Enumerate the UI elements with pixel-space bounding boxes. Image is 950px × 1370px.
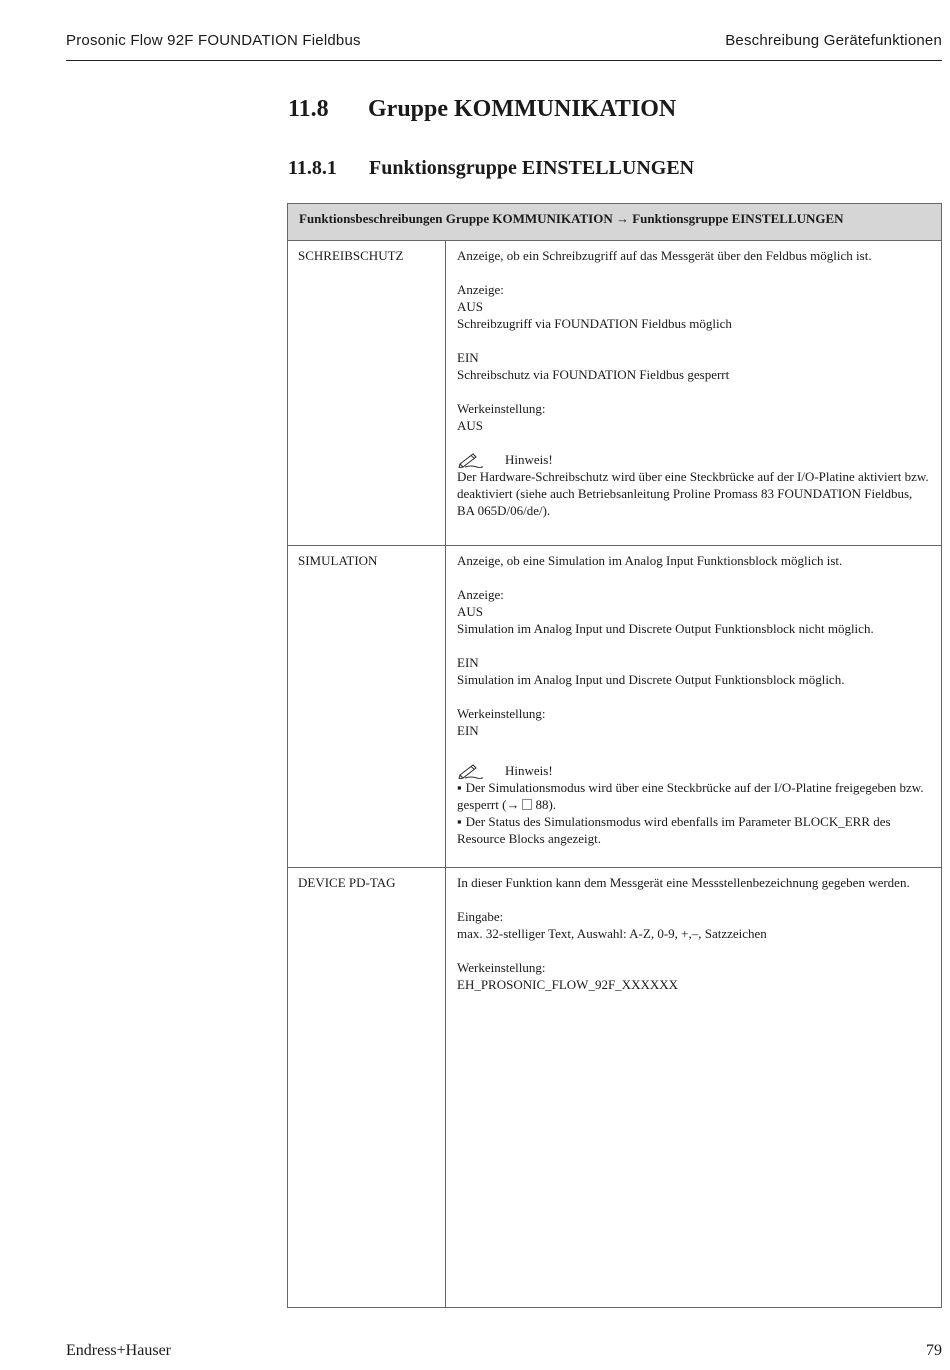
function-description xyxy=(446,868,942,1308)
default-value: AUS xyxy=(457,418,484,433)
display-label: Anzeige: xyxy=(457,587,504,602)
footer-brand: Endress+Hauser xyxy=(66,1342,171,1359)
display-label: Anzeige: xyxy=(457,282,504,297)
function-name: SIMULATION xyxy=(288,546,446,868)
input-description: max. 32-stelliger Text, Auswahl: A-Z, 0-9, +,–, Satzzeichen xyxy=(457,926,767,941)
note-bullet-text: Der Simulationsmodus wird über eine Steckbrücke auf der I/O-Platine freigegeben bzw. gesperrt (→ xyxy=(457,780,924,812)
note-bullet xyxy=(457,779,931,813)
table-row xyxy=(288,868,942,1308)
table-header-row xyxy=(288,204,942,241)
subsection-number: 11.8.1 xyxy=(288,157,337,179)
note-heading xyxy=(457,762,931,779)
pencil-note-icon xyxy=(457,451,483,468)
running-header-left: Prosonic Flow 92F FOUNDATION Fieldbus xyxy=(66,32,361,49)
pencil-note-icon xyxy=(457,762,483,779)
page-number: 79 xyxy=(926,1342,942,1359)
option-description: Schreibzugriff via FOUNDATION Fieldbus möglich xyxy=(457,316,732,331)
description-text: In dieser Funktion kann dem Messgerät eine Messstellenbezeichnung gegeben werden. xyxy=(457,875,910,890)
table-header: Funktionsbeschreibungen Gruppe KOMMUNIKATION → Funktionsgruppe EINSTELLUNGEN xyxy=(288,204,942,241)
function-description xyxy=(446,546,942,868)
running-header-right: Beschreibung Gerätefunktionen xyxy=(725,32,942,49)
page-reference: 88). xyxy=(535,797,557,812)
page-reference-icon xyxy=(522,799,532,810)
subsection-title: Funktionsgruppe EINSTELLUNGEN xyxy=(369,157,695,179)
default-label: Werkeinstellung: xyxy=(457,401,546,416)
note-title: Hinweis! xyxy=(505,452,553,467)
option-value: EIN xyxy=(457,655,479,670)
function-name: SCHREIBSCHUTZ xyxy=(288,241,446,546)
note-text: Der Hardware-Schreibschutz wird über eine Steckbrücke auf der I/O-Platine aktiviert bzw. deaktiviert (siehe auch Betriebsanleitung Proline Promass 83 FOUNDATION Fieldbus, BA 065D/06/de/). xyxy=(457,469,929,518)
option-description: Simulation im Analog Input und Discrete Output Funktionsblock nicht möglich. xyxy=(457,621,874,636)
subsection-heading xyxy=(288,157,694,180)
input-label: Eingabe: xyxy=(457,909,504,924)
note-bullet-text: Der Status des Simulationsmodus wird ebenfalls im Parameter BLOCK_ERR des Resource Blocks angezeigt. xyxy=(457,814,891,846)
note-bullet xyxy=(457,813,931,847)
description-text: Anzeige, ob ein Schreibzugriff auf das Messgerät über den Feldbus möglich ist. xyxy=(457,248,872,263)
table-row xyxy=(288,546,942,868)
note-heading xyxy=(457,451,931,468)
option-value: AUS xyxy=(457,299,484,314)
option-description: Simulation im Analog Input und Discrete Output Funktionsblock möglich. xyxy=(457,672,845,687)
option-description: Schreibschutz via FOUNDATION Fieldbus gesperrt xyxy=(457,367,730,382)
function-description xyxy=(446,241,942,546)
option-value: EIN xyxy=(457,350,479,365)
option-value: AUS xyxy=(457,604,484,619)
function-description-table xyxy=(287,203,942,1308)
section-number: 11.8 xyxy=(288,96,329,122)
default-value: EH_PROSONIC_FLOW_92F_XXXXXX xyxy=(457,977,679,992)
header-rule xyxy=(66,60,942,61)
section-title: Gruppe KOMMUNIKATION xyxy=(368,96,677,122)
table-row xyxy=(288,241,942,546)
default-value: EIN xyxy=(457,723,479,738)
note-title: Hinweis! xyxy=(505,763,553,778)
description-text: Anzeige, ob eine Simulation im Analog Input Funktionsblock möglich ist. xyxy=(457,553,843,568)
default-label: Werkeinstellung: xyxy=(457,706,546,721)
function-name: DEVICE PD-TAG xyxy=(288,868,446,1308)
section-heading xyxy=(288,96,676,123)
default-label: Werkeinstellung: xyxy=(457,960,546,975)
